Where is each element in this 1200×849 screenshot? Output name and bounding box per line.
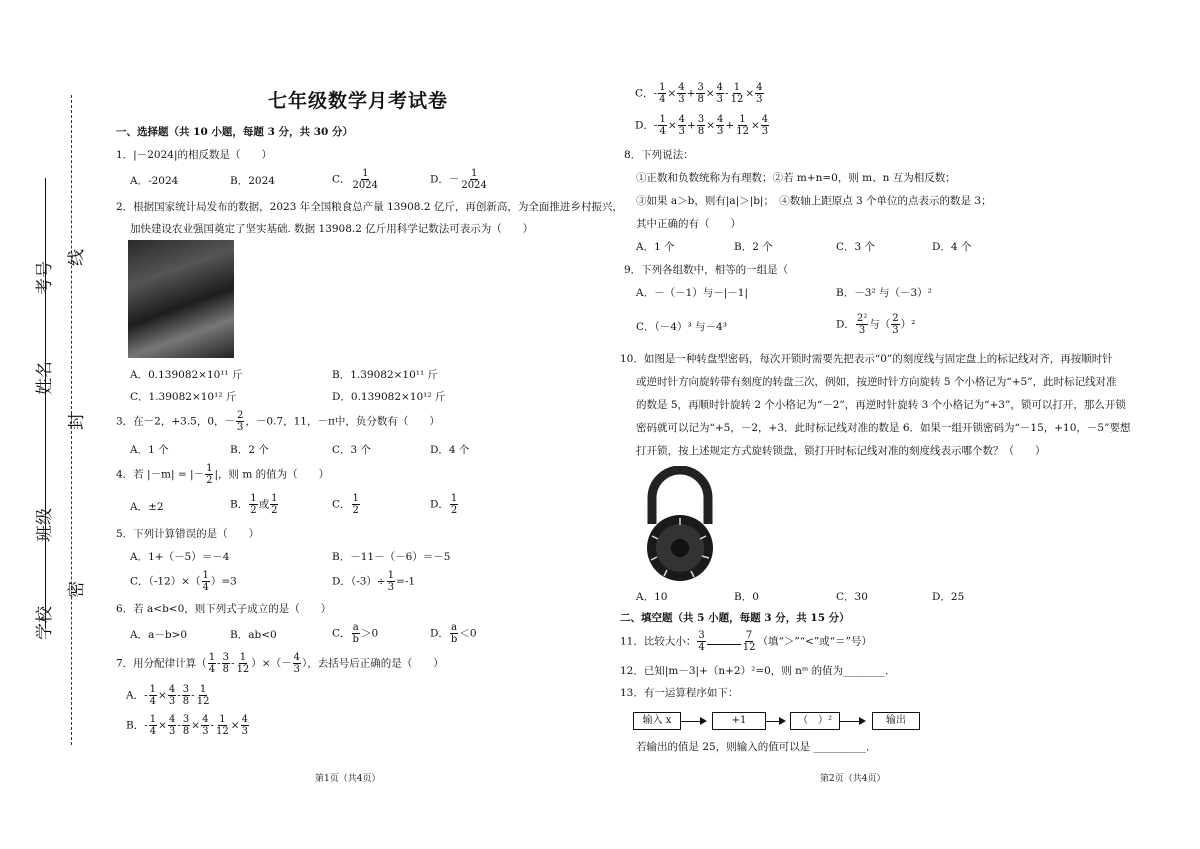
q9-option-c: C．（－4）³ 与－4³ [636, 321, 727, 333]
q7-stem: 7．用分配律计算（ $\frac{1}{4}$ - $\frac{3}{8}$ - $\frac{1}{12}$ ）×（－ $\frac{4}{3}$ ），去括号后正确的是（ ） [116, 652, 444, 675]
q9-option-d: D． $\frac{\text{2²}}{3}$ 与（ $\frac{2}{3}$ ）² [836, 313, 916, 336]
binding-school-label: 学校 [35, 606, 55, 640]
page-2-footer: 第2页（共4页） [820, 774, 886, 784]
q8-option-b: B．2 个 [734, 241, 773, 253]
q2-option-d: D．0.139082×10¹² 斤 [332, 391, 446, 403]
q10-line-1: 10．如图是一种转盘型密码，每次开锁时需要先把表示“0”的刻度线与固定盘上的标记线对齐，再按顺时针 [620, 353, 1113, 365]
section-2-heading: 二、填空题（共 5 小题，每题 3 分，共 15 分） [620, 612, 850, 624]
q8-line-1: ①正数和负数统称为有理数；②若 m+n=0，则 m、n 互为相反数； [636, 172, 956, 184]
q5-option-b: B．－11－（－6）＝－5 [332, 551, 451, 563]
page-title: 七年级数学月考试卷 [268, 90, 449, 112]
q13-question: 若输出的值是 25，则输入的值可以是 __________． [636, 741, 877, 753]
q7-option-a: A．- $\frac{1}{4}$ × $\frac{4}{3}$ - $\frac{3}{8}$ - $\frac{1}{12}$ [126, 684, 210, 707]
q5-option-c: C．（-12）×（ $\frac{1}{4}$ ）=3 [130, 570, 237, 593]
page-1-footer: 第1页（共4页） [315, 774, 381, 784]
q1-option-c: C． $\frac{1}{2024}$ [332, 168, 378, 191]
q3-option-d: D．4 个 [430, 444, 470, 456]
q6-stem: 6．若 a<b<0，则下列式子成立的是（ ） [116, 603, 332, 615]
q8-stem: 8．下列说法： [624, 149, 694, 161]
q10-line-2: 或逆时针方向旋转带有刻度的转盘三次，例如，按逆时针方向旋转 5 个小格记为“+5”，此时标记线对准 [636, 376, 1117, 388]
q10-option-d: D．25 [932, 591, 965, 603]
section-1-heading: 一、选择题（共 10 小题，每题 3 分，共 30 分） [116, 126, 353, 138]
q13-stem: 13．有一运算程序如下： [620, 687, 739, 699]
q6-option-d: D． $\frac{a}{b}$ ＜0 [430, 622, 477, 645]
flow-arrow-2 [766, 721, 784, 722]
q8-option-d: D．4 个 [932, 241, 972, 253]
q3-stem: 3．在－2，+3.5，0，－ $\frac{2}{3}$ ，－0.7，11，－π中，负分数有（ ） [116, 410, 440, 433]
q10-option-b: B．0 [734, 591, 759, 603]
rice-photo [128, 240, 234, 358]
seal-line-label: 线 [67, 249, 87, 266]
q10-line-3: 的数是 5，再顺时针旋转 2 个小格记为“－2”，再逆时针旋转 3 个小格记为“+3”，锁可以打开，那么开锁 [636, 399, 1126, 411]
q4-stem: 4．若 |－m| = |－ $\frac{1}{2}$ |，则 m 的值为（ ） [116, 463, 330, 486]
q9-option-b: B．－3² 与（－3）² [836, 287, 932, 299]
q4-option-d: D． $\frac{1}{2}$ [430, 493, 458, 516]
seal-seal-label: 封 [67, 413, 87, 430]
q10-option-a: A．10 [636, 591, 668, 603]
q1-option-d: D．－ $\frac{1}{2024}$ [430, 168, 487, 191]
q8-option-c: C．3 个 [836, 241, 876, 253]
flow-arrow-1 [681, 721, 705, 722]
q8-line-2: ③如果 a＞b，则有|a|＞|b|； ④数轴上距原点 3 个单位的点表示的数是 3； [636, 195, 992, 207]
flow-output-box: 输出 [872, 712, 920, 730]
q2-option-c: C．1.39082×10¹² 斤 [130, 391, 237, 403]
q5-stem: 5．下列计算错误的是（ ） [116, 528, 260, 540]
binding-number-label: 考号 [35, 261, 55, 295]
q12-stem: 12．已知|m－3|+（n+2）²=0，则 nᵐ 的值为________． [620, 665, 896, 677]
q1-option-a: A．-2024 [130, 175, 179, 187]
q7-option-b: B．- $\frac{1}{4}$ × $\frac{4}{3}$ - $\frac{3}{8}$ × $\frac{4}{3}$ - $\frac{1}{12}$ × $\frac{4}{3}$ [126, 714, 248, 737]
q8-option-a: A．1 个 [636, 241, 675, 253]
flow-input-box: 输入 x [633, 712, 681, 730]
q5-option-a: A．1+（－5）＝－4 [130, 551, 230, 563]
binding-blank-line [45, 178, 46, 628]
q6-option-a: A．a－b>0 [130, 629, 188, 641]
q2-line-2: 加快建设农业强国奠定了坚实基础. 数据 13908.2 亿斤用科学记数法可表示为（ ） [130, 223, 534, 235]
q10-option-c: C．30 [836, 591, 868, 603]
q2-option-a: A．0.139082×10¹¹ 斤 [130, 369, 243, 381]
q3-option-b: B．2 个 [230, 444, 269, 456]
binding-name-label: 姓名 [35, 361, 55, 395]
q4-option-c: C． $\frac{1}{2}$ [332, 493, 359, 516]
q7-option-c: C．- $\frac{1}{4}$ × $\frac{4}{3}$ + $\frac{3}{8}$ × $\frac{4}{3}$ - $\frac{1}{12}$ × $\frac{4}{3}$ [635, 82, 763, 105]
q6-option-b: B．ab<0 [230, 629, 277, 641]
q10-line-4: 密码就可以记为“+5，－2，+3．此时标记线对准的数是 6．如果一组开锁密码为“－15，+10，－5”要想 [636, 422, 1131, 434]
q1-option-b: B．2024 [230, 175, 275, 187]
q3-option-a: A．1 个 [130, 444, 169, 456]
q2-line-1: 2．根据国家统计局发布的数据，2023 年全国粮食总产量 13908.2 亿斤，再创新高，为全面推进乡村振兴， [116, 201, 623, 213]
q4-option-a: A．±2 [130, 501, 164, 513]
q2-option-b: B．1.39082×10¹¹ 斤 [332, 369, 439, 381]
q8-line-3: 其中正确的有（ ） [636, 218, 741, 230]
q11-stem: 11．比较大小： $\frac{3}{4}$ $\frac{7}{12}$ （填“＞”“<”或“＝”号） [620, 630, 872, 653]
q7-option-d: D．- $\frac{1}{4}$ × $\frac{4}{3}$ + $\frac{3}{8}$ × $\frac{4}{3}$ + $\frac{1}{12}$ × $\frac{4}{3}$ [635, 114, 769, 137]
flow-arrow-3 [840, 721, 864, 722]
seal-secret-label: 密 [67, 581, 87, 598]
flow-square-box: （ ）² [790, 712, 840, 730]
q10-line-5: 打开锁，按上述规定方式旋转锁盘，锁打开时标记线对准的刻度线表示哪个数？（ ） [636, 445, 1046, 457]
binding-class-label: 班级 [35, 508, 55, 542]
q9-option-a: A．－（－1）与－|－1| [636, 287, 749, 299]
q3-option-c: C．3 个 [332, 444, 372, 456]
q6-option-c: C． $\frac{a}{b}$ ＞0 [332, 622, 379, 645]
q1-stem: 1．|－2024|的相反数是（ ） [116, 149, 272, 161]
q9-stem: 9．下列各组数中，相等的一组是（ [624, 264, 810, 276]
q5-option-d: D．（-3）÷ $\frac{1}{3}$ =-1 [332, 570, 416, 593]
combination-lock-icon [630, 466, 730, 582]
flow-plus-one-box: +1 [712, 712, 766, 730]
q4-option-b: B． $\frac{1}{2}$ 或 $\frac{1}{2}$ [230, 493, 278, 516]
